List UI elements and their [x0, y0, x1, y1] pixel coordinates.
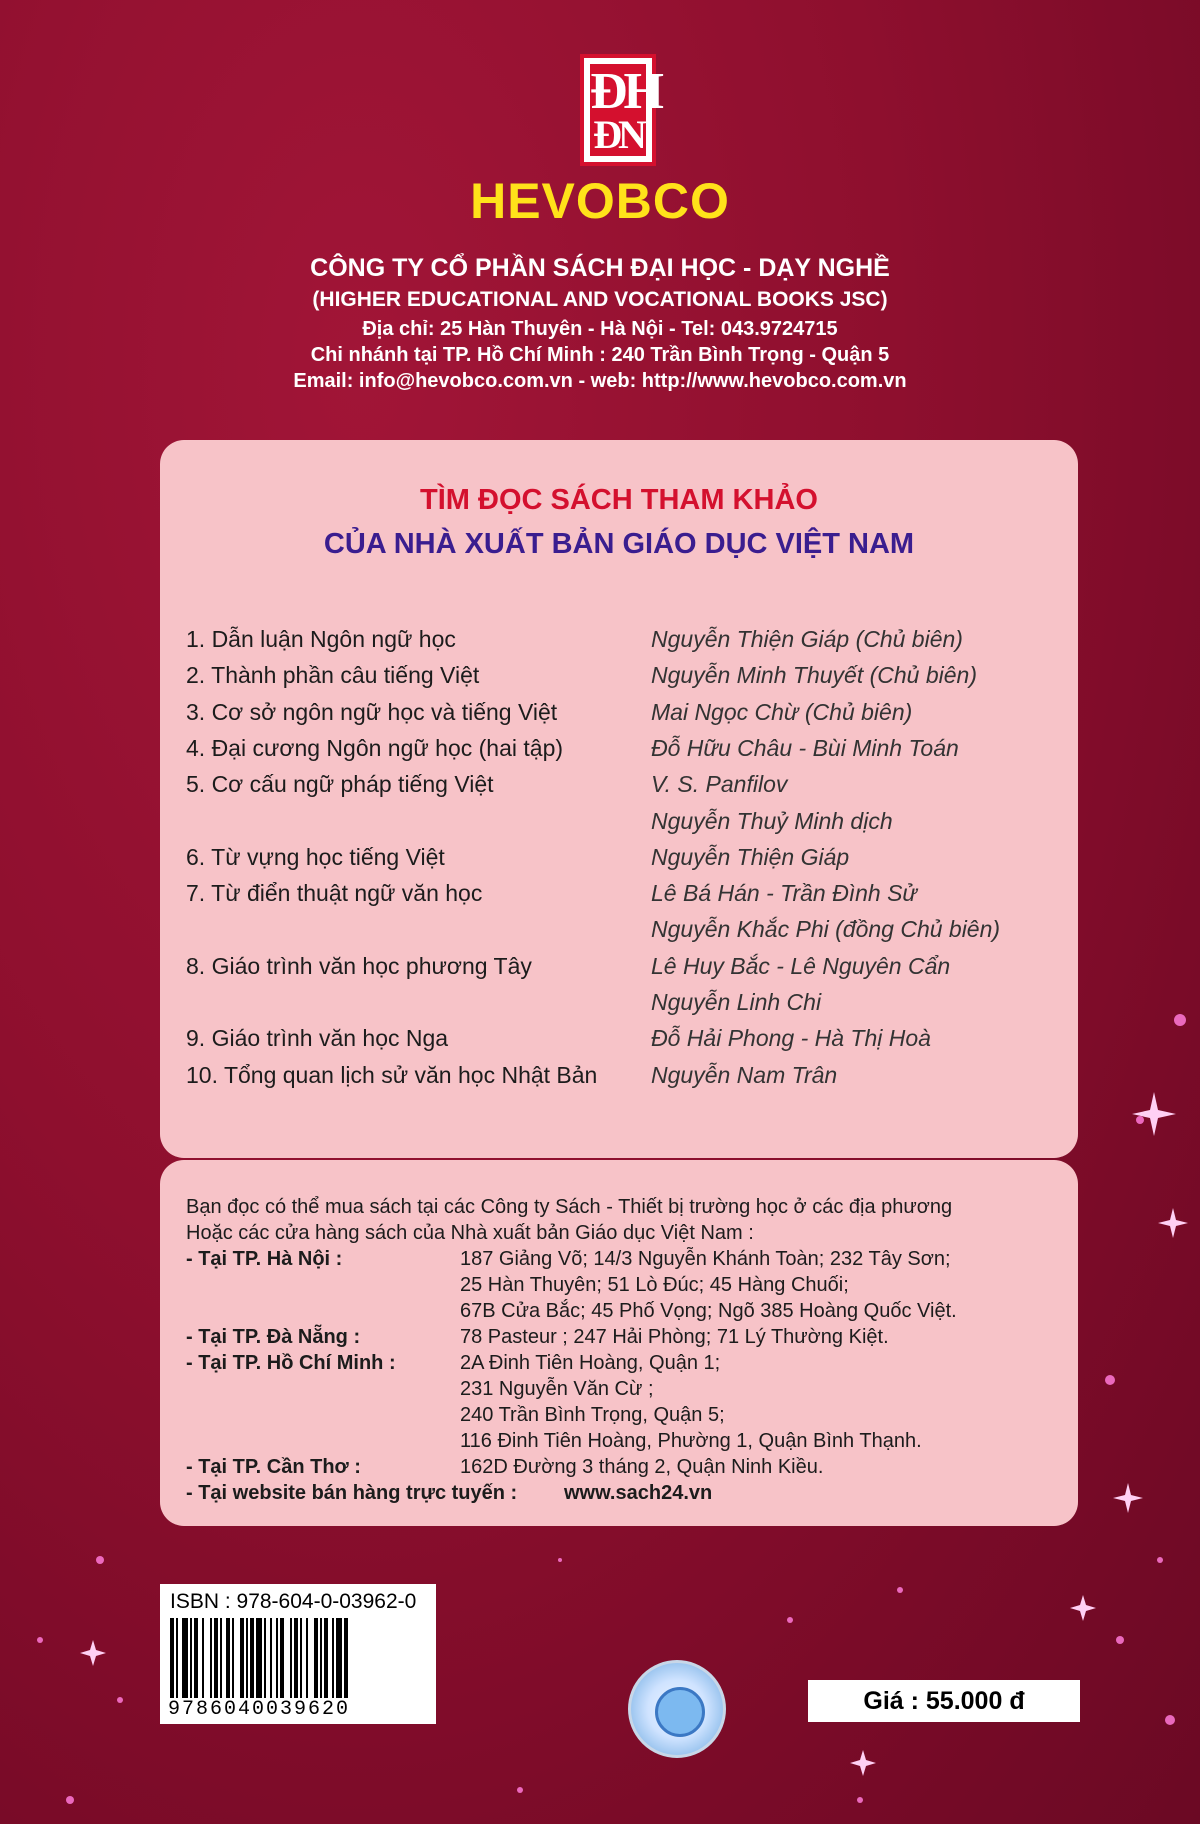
- shops-danang-label: - Tại TP. Đà Nẵng :: [186, 1326, 361, 1348]
- book-row: [186, 808, 1066, 844]
- book-row: [186, 626, 1066, 662]
- shops-danang-1: 78 Pasteur ; 247 Hải Phòng; 71 Lý Thường Kiệt.: [460, 1326, 889, 1348]
- company-name-english: (HIGHER EDUCATIONAL AND VOCATIONAL BOOKS JSC): [312, 288, 888, 311]
- company-address: Địa chỉ: 25 Hàn Thuyên - Hà Nội - Tel: 043.9724715: [362, 318, 838, 340]
- book-title: 5. Cơ cấu ngữ pháp tiếng Việt: [186, 771, 494, 798]
- book-row: [186, 916, 1066, 952]
- company-name: CÔNG TY CỔ PHẦN SÁCH ĐẠI HỌC - DẠY NGHỀ: [310, 254, 890, 282]
- isbn-label: ISBN : 978-604-0-03962-0: [170, 1590, 417, 1613]
- book-author: Lê Bá Hán - Trần Đình Sử: [651, 880, 917, 907]
- book-author: Nguyễn Nam Trân: [651, 1061, 838, 1088]
- price-text: Giá : 55.000 đ: [863, 1687, 1025, 1715]
- shops-cantho-label: - Tại TP. Cần Thơ :: [186, 1456, 361, 1478]
- book-title: 7. Từ điển thuật ngữ văn học: [186, 880, 483, 907]
- book-author: Lê Huy Bắc - Lê Nguyên Cẩn: [651, 952, 951, 979]
- book-author: Nguyễn Linh Chi: [651, 989, 822, 1015]
- book-author: Nguyễn Khắc Phi (đồng Chủ biên): [651, 916, 1001, 943]
- logo-text-top: ĐH: [590, 63, 660, 120]
- book-author: Mai Ngọc Chừ (Chủ biên): [651, 698, 913, 725]
- book-title: 10. Tổng quan lịch sử văn học Nhật Bản: [186, 1061, 598, 1088]
- shops-hcm-2: 231 Nguyễn Văn Cừ ;: [460, 1378, 654, 1400]
- book-author: Đỗ Hữu Châu - Bùi Minh Toán: [651, 734, 959, 761]
- book-row: [186, 662, 1066, 698]
- book-title: 3. Cơ sở ngôn ngữ học và tiếng Việt: [186, 698, 558, 725]
- shops-hcm-4: 116 Đinh Tiên Hoàng, Phường 1, Quận Bình Thạnh.: [460, 1430, 922, 1452]
- barcode-bars: [170, 1618, 426, 1698]
- book-author: Nguyễn Minh Thuyết (Chủ biên): [651, 662, 977, 689]
- reference-books-panel: [160, 440, 1078, 1158]
- shops-hanoi-1: 187 Giảng Võ; 14/3 Nguyễn Khánh Toàn; 232 Tây Sơn;: [460, 1248, 951, 1270]
- isbn-barcode: [160, 1584, 436, 1724]
- book-title: 6. Từ vựng học tiếng Việt: [186, 843, 445, 870]
- books-subheading: CỦA NHÀ XUẤT BẢN GIÁO DỤC VIỆT NAM: [323, 528, 915, 560]
- shops-cantho-1: 162D Đường 3 tháng 2, Quận Ninh Kiều.: [460, 1456, 824, 1478]
- logo-mark: [590, 63, 660, 157]
- shops-intro-1: Bạn đọc có thể mua sách tại các Công ty Sách - Thiết bị trường học ở các địa phương: [186, 1196, 953, 1218]
- book-author: Nguyễn Thuỷ Minh dịch: [651, 807, 893, 834]
- book-row: [186, 989, 1066, 1025]
- shops-web-label: - Tại website bán hàng trực tuyến :: [186, 1482, 518, 1504]
- book-title: 4. Đại cương Ngôn ngữ học (hai tập): [186, 734, 564, 761]
- book-title: 1. Dẫn luận Ngôn ngữ học: [186, 626, 456, 652]
- price-tag: [808, 1680, 1080, 1722]
- shops-hanoi-label: - Tại TP. Hà Nội :: [186, 1248, 343, 1270]
- books-heading: TÌM ĐỌC SÁCH THAM KHẢO: [420, 484, 818, 516]
- book-row: [186, 880, 1066, 916]
- hologram-seal-icon: [628, 1660, 726, 1758]
- book-row: [186, 1062, 1066, 1098]
- book-row: [186, 735, 1066, 771]
- logo-text-bottom: ĐN: [593, 112, 643, 157]
- shops-hcm-3: 240 Trần Bình Trọng, Quận 5;: [460, 1404, 725, 1426]
- book-author: Nguyễn Thiện Giáp (Chủ biên): [651, 626, 963, 652]
- book-title: 9. Giáo trình văn học Nga: [186, 1025, 449, 1052]
- company-contact: Email: info@hevobco.com.vn - web: http://www.hevobco.com.vn: [293, 370, 907, 392]
- book-author: V. S. Panfilov: [651, 771, 788, 798]
- book-row: [186, 1025, 1066, 1061]
- shops-panel: [160, 1160, 1078, 1526]
- shops-hanoi-2: 25 Hàn Thuyên; 51 Lò Đúc; 45 Hàng Chuối;: [460, 1274, 849, 1296]
- shops-web-value: www.sach24.vn: [564, 1482, 713, 1504]
- shops-hcm-label: - Tại TP. Hồ Chí Minh :: [186, 1352, 396, 1374]
- isbn-digits: 9786040039620: [168, 1698, 351, 1721]
- publisher-logo: [580, 54, 660, 166]
- book-author: Đỗ Hải Phong - Hà Thị Hoà: [651, 1025, 931, 1052]
- company-branch: Chi nhánh tại TP. Hồ Chí Minh : 240 Trần Bình Trọng - Quận 5: [310, 344, 890, 366]
- book-row: [186, 844, 1066, 880]
- brand-name: HEVOBCO: [470, 173, 730, 229]
- book-row: [186, 953, 1066, 989]
- shops-hanoi-3: 67B Cửa Bắc; 45 Phố Vọng; Ngõ 385 Hoàng Quốc Việt.: [460, 1300, 957, 1322]
- book-author: Nguyễn Thiện Giáp: [651, 843, 850, 870]
- shops-hcm-1: 2A Đinh Tiên Hoàng, Quận 1;: [460, 1352, 721, 1374]
- book-row: [186, 771, 1066, 807]
- shops-intro-2: Hoặc các cửa hàng sách của Nhà xuất bản Giáo dục Việt Nam :: [186, 1222, 754, 1244]
- book-row: [186, 699, 1066, 735]
- book-title: 8. Giáo trình văn học phương Tây: [186, 952, 532, 979]
- book-title: 2. Thành phần câu tiếng Việt: [186, 662, 480, 689]
